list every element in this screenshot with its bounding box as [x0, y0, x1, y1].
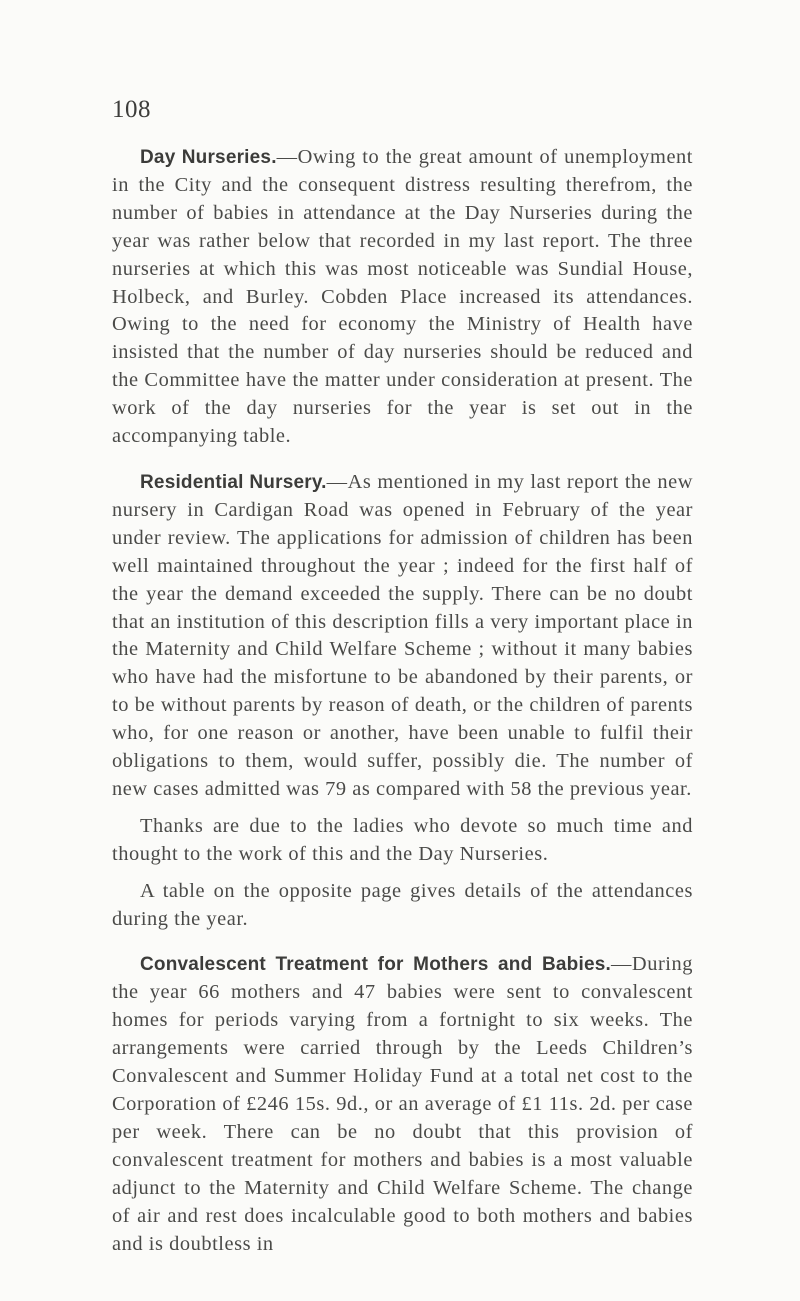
paragraph-thanks	[112, 813, 693, 869]
paragraph-text: A table on the opposite page gives details of the attendances during the year.	[112, 879, 693, 930]
heading-day-nurseries: Day Nurseries.	[140, 147, 277, 168]
paragraph-text: —Owing to the great amount of unemployment in the City and the consequent distress resulting therefrom, the number of babies in attendance at the Day Nurseries during the year was rather below that recorded in my last report. The three nurseries at which this was most noticeable was Sundial House, Holbeck, and Burley. Cobden Place increased its attendances. Owing to the need for economy the Ministry of Health have insisted that the number of day nurseries should be reduced and the Committee have the matter under consideration at present. The work of the day nurseries for the year is set out in the accompanying table.	[112, 146, 694, 448]
page-number: 108	[112, 96, 151, 123]
heading-convalescent-treatment: Convalescent Treatment for Mothers and Babies.	[140, 954, 611, 976]
document-body	[112, 144, 693, 1258]
paragraph-table-reference	[112, 878, 693, 934]
paragraph-text: —As mentioned in my last report the new nursery in Cardigan Road was opened in February of the year under review. The applications for admission of children has been well maintained throughout the year ; indeed for the first half of the year the demand exceeded the supply. There can be no doubt that an institution of this description fills a very important place in the Maternity and Child Welfare Scheme ; without it many babies who have had the misfortune to be abandoned by their parents, or to be without parents by reason of death, or the children of parents who, for one reason or another, have been unable to fulfil their obligations to them, would suffer, possibly die. The number of new cases admitted was 79 as compared with 58 the previous year.	[112, 470, 693, 800]
paragraph-residential-nursery	[112, 469, 693, 804]
paragraph-text: Thanks are due to the ladies who devote so much time and thought to the work of this and the Day Nurseries.	[112, 814, 693, 865]
heading-residential-nursery: Residential Nursery.	[140, 471, 327, 493]
paragraph-convalescent-treatment	[112, 951, 693, 1258]
paragraph-day-nurseries	[112, 144, 693, 451]
paragraph-text: —During the year 66 mothers and 47 babies were sent to convalescent homes for periods varying from a fortnight to six weeks. The arrangements were carried through by the Leeds Children’s Convalescent and Summer Holiday Fund at a total net cost to the Corporation of £246 15s. 9d., or an average of £1 11s. 2d. per case per week. There can be no doubt that this provision of convalescent treatment for mothers and babies is a most valuable adjunct to the Maternity and Child Welfare Scheme. The change of air and rest does incalculable good to both mothers and babies and is doubtless in	[112, 953, 693, 1255]
